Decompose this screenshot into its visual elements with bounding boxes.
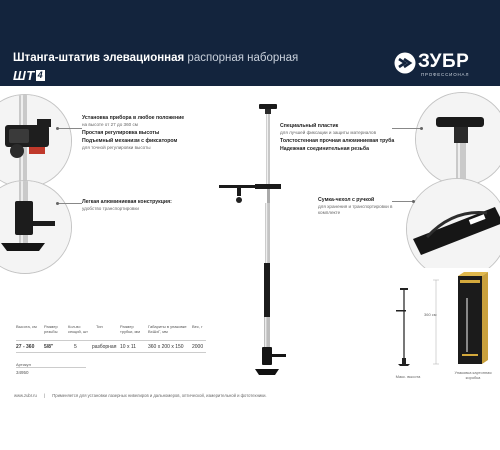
top-pad-image — [416, 93, 500, 185]
table-rule — [16, 367, 86, 368]
connector-dot — [412, 200, 415, 203]
feature-list-right — [280, 124, 410, 156]
table-rule — [16, 340, 206, 341]
brand-logo — [394, 52, 494, 82]
spec-header: Размер трубки, мм — [120, 324, 141, 334]
connector-line — [58, 128, 82, 129]
package-illustration — [390, 268, 500, 380]
detail-foot-circle — [0, 180, 72, 274]
connector-line — [392, 201, 414, 202]
box-front — [458, 276, 482, 364]
article-label: Артикул — [16, 362, 31, 367]
feature-desc: удобство транспортировки — [82, 205, 139, 211]
feature-desc: для точной регулировки высоты — [82, 145, 151, 151]
spec-header: Вес, г — [192, 324, 203, 329]
feature-title: Специальный пластик — [280, 123, 339, 129]
spec-header: Кол-во секций, шт — [68, 324, 88, 334]
pole-clamp — [255, 184, 281, 189]
feature-right-0 — [280, 124, 410, 136]
carry-bag-image — [407, 179, 500, 279]
spec-value: 360 х 200 х 150 — [148, 344, 184, 350]
spec-value: 5 — [74, 344, 77, 350]
mount-head-image — [0, 95, 71, 187]
footer-separator: | — [43, 393, 46, 398]
feature-left-1 — [82, 131, 192, 137]
title-bold: Штанга-штатив элевационная — [13, 52, 185, 64]
spec-value: 5/8" — [44, 344, 54, 350]
feature-desc: для лучшей фиксации и защиты материалов — [280, 129, 377, 135]
footer-note: Применяется для установки лазерных нивелиров и дальномеров, оптической, измерительной и фототехники. — [52, 393, 267, 398]
detail-bag-circle — [406, 178, 500, 280]
connector-line — [58, 203, 82, 204]
detail-mount-circle — [0, 94, 72, 188]
feature-title: Сумка-чехол с ручкой — [318, 197, 375, 203]
height-mark: 360 см — [424, 312, 437, 317]
title-light: распорная наборная — [187, 52, 299, 64]
spec-header: Габариты в упаковке ВхШхГ, мм — [148, 324, 187, 334]
feature-right-2 — [280, 147, 410, 153]
footer-site: www.zubr.ru — [14, 393, 37, 398]
model-name — [13, 68, 45, 82]
caption-height: Макс. высота — [395, 374, 421, 379]
feature-title: Простая регулировка высоты — [82, 129, 160, 136]
spec-header: Размер резьбы — [44, 324, 58, 334]
brand-mark-icon — [394, 52, 416, 74]
connector-dot — [56, 202, 59, 205]
feature-title: Подъемный механизм с фиксатором — [82, 138, 178, 145]
logo-sub: ПРОФЕССИОНАЛ — [421, 72, 470, 77]
footer — [14, 393, 267, 398]
feature-desc: для хранения и транспортировки в комплекте — [318, 203, 393, 215]
model-badge: 4 — [37, 69, 43, 80]
logo-name: ЗУБР — [418, 51, 470, 72]
page-title — [13, 52, 298, 64]
connector-dot — [420, 127, 423, 130]
feature-title: Толстостенная прочная алюминиевая труба — [280, 137, 395, 144]
model-text: ШТ — [13, 67, 35, 83]
feature-left-bottom — [82, 200, 192, 212]
caption-box: Упаковка картонная коробка — [454, 370, 492, 380]
spec-value: 2000 — [192, 344, 204, 350]
feature-right-1 — [280, 139, 410, 145]
connector-line — [392, 128, 422, 129]
feature-left-0 — [82, 116, 192, 128]
table-rule — [16, 352, 206, 353]
feature-title: Легкая алюминиевая конструкция: — [82, 199, 172, 205]
box-side — [482, 272, 488, 364]
header-banner — [0, 0, 500, 86]
feature-list-left — [82, 116, 192, 154]
feature-left-2 — [82, 139, 192, 151]
detail-top-pad-circle — [415, 92, 500, 186]
spec-header: Тип — [96, 324, 103, 329]
spec-header: Высота, см — [16, 324, 37, 329]
spec-value: 10 х 11 — [120, 344, 137, 350]
pole-top-pad — [259, 104, 277, 109]
article-value: 34950 — [16, 370, 29, 375]
spec-value: разборная — [92, 344, 117, 350]
feature-desc: на высоте от 27 до 360 см — [82, 121, 138, 127]
foot-image — [0, 181, 71, 273]
feature-title: Надежная соединительная резьба — [280, 146, 369, 153]
connector-dot — [56, 127, 59, 130]
spec-value: 27 - 360 — [16, 344, 35, 350]
feature-title: Установка прибора в любое положение — [82, 115, 185, 121]
